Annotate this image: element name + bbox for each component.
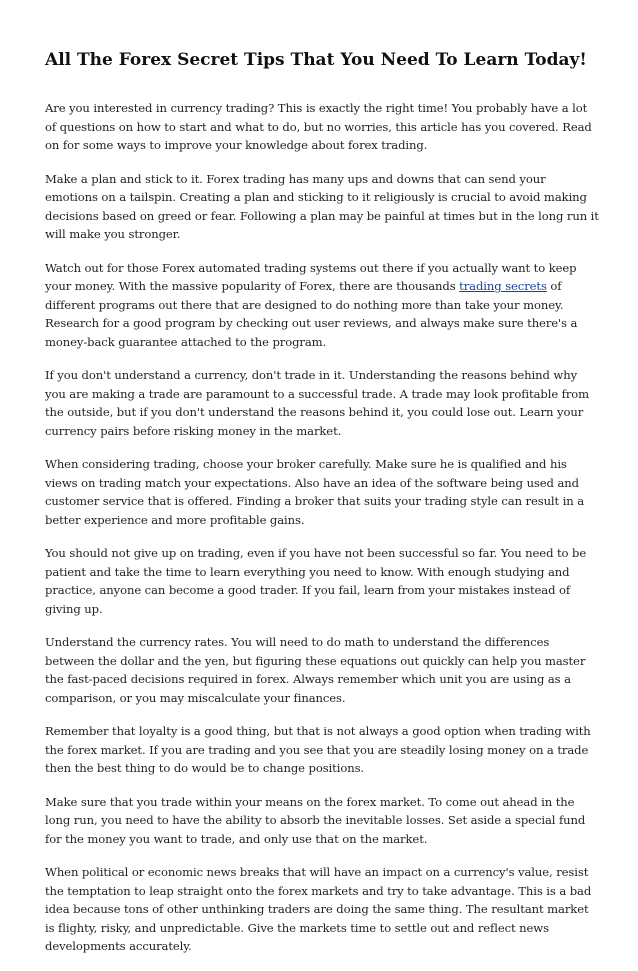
paragraph-currency-rates: Understand the currency rates. You will need to do math to understand the differences between the dollar and the yen, but figuring these equations out quickly can help you master the fast-paced decisions required in forex. Always remember which unit you are using as a comparison, or you may miscalculate your finances.	[45, 635, 586, 705]
paragraph-loyalty: Remember that loyalty is a good thing, but that is not always a good option when trading with the forex market. If you are trading and you see that you are steadily losing money on a trade then the best thing to do would be to change positions.	[45, 724, 591, 775]
paragraph-understand-currency: If you don't understand a currency, don't trade in it. Understanding the reasons behind why you are making a trade are paramount to a successful trade. A trade may look profitable from the outside, but if you don't understand the reasons behind it, you could lose out. Learn your currency pairs before risking money in the market.	[45, 368, 590, 438]
paragraph-automated-systems	[45, 259, 600, 352]
trading-secrets-link[interactable]: trading secrets	[459, 279, 547, 293]
paragraph-trade-within-means: Make sure that you trade within your means on the forex market. To come out ahead in the long run, you need to have the ability to absorb the inevitable losses. Set aside a special fund for the money you want to trade, and only use that on the market.	[45, 794, 586, 846]
page-title: All The Forex Secret Tips That You Need To Learn Today!	[45, 50, 587, 70]
paragraph-text-before-link: Watch out for those Forex automated trading systems out there if you actually want to keep your money. With the massive popularity of Forex, there are thousands	[45, 260, 577, 293]
paragraph-intro: Are you interested in currency trading? This is exactly the right time! You probably have a lot of questions on how to start and what to do, but no worries, this article has you covered. Read on for some ways to improve your knowledge about forex trading.	[45, 101, 592, 152]
paragraph-political-news: When political or economic news breaks that will have an impact on a currency's value, resist the temptation to leap straight onto the forex markets and try to take advantage. This is a bad idea because tons of other unthinking traders are doing the same thing. The resultant market is flighty, risky, and unpredictable. Give the markets time to settle out and reflect news developments accurately.	[45, 865, 592, 953]
paragraph-text-after-link: of different programs out there that are designed to do nothing more than take your money. Research for a good program by checking out user reviews, and always make sure there's a money-back guarantee attached to the program.	[45, 279, 578, 349]
paragraph-dont-give-up: You should not give up on trading, even if you have not been successful so far. You need to be patient and take the time to learn everything you need to know. With enough studying and practice, anyone can become a good trader. If you fail, learn from your mistakes instead of giving up.	[45, 546, 587, 616]
document-page	[45, 48, 600, 971]
paragraph-make-a-plan: Make a plan and stick to it. Forex trading has many ups and downs that can send your emotions on a tailspin. Creating a plan and sticking to it religiously is crucial to avoid making decisions based on greed or fear. Following a plan may be painful at times but in the long run it will make you stronger.	[45, 171, 599, 241]
paragraph-choose-broker: When considering trading, choose your broker carefully. Make sure he is qualified and his views on trading match your expectations. Also have an idea of the software being used and customer service that is offered. Finding a broker that suits your trading style can result in a better experience and more profitable gains.	[45, 457, 585, 527]
